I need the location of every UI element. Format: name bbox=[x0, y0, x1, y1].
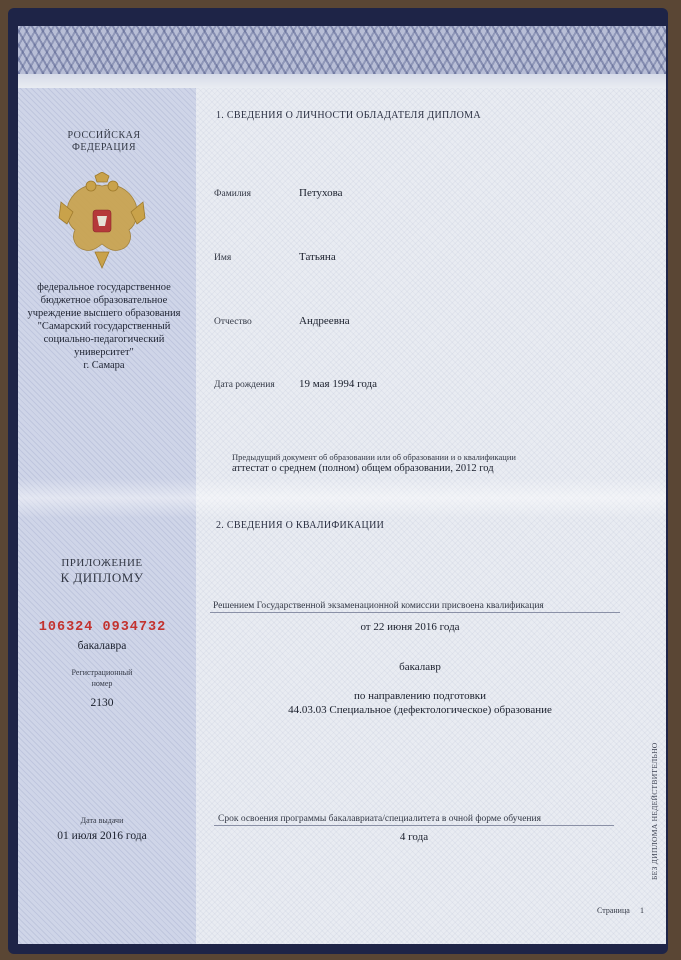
coat-of-arms-emblem-icon bbox=[57, 172, 147, 272]
diploma-serial-number: 106324 0934732 bbox=[38, 620, 167, 635]
commission-decision-label: Решением Государственной экзаменационной комиссии присвоена квалификация bbox=[213, 601, 544, 611]
issue-date-value: 01 июля 2016 года bbox=[57, 830, 147, 842]
reg-number-label-line-2: номер bbox=[91, 679, 113, 688]
institution-line-2: бюджетное образовательное bbox=[40, 295, 168, 306]
surname-value: Петухова bbox=[299, 187, 343, 199]
study-term-label: Срок освоения программы бакалавриата/специалитета в очной форме обучения bbox=[218, 814, 541, 824]
diploma-sheet bbox=[18, 26, 666, 944]
section-1-title: 1. СВЕДЕНИЯ О ЛИЧНОСТИ ОБЛАДАТЕЛЯ ДИПЛОМА bbox=[216, 110, 481, 121]
issue-date-label: Дата выдачи bbox=[80, 816, 124, 825]
name-value: Татьяна bbox=[299, 251, 336, 263]
surname-label: Фамилия bbox=[214, 189, 252, 199]
name-label: Имя bbox=[214, 253, 232, 263]
decision-date: от 22 июня 2016 года bbox=[360, 621, 460, 633]
institution-city: г. Самара bbox=[83, 360, 125, 371]
institution-line-6: университет" bbox=[74, 347, 134, 358]
qualification-value: бакалавр bbox=[399, 661, 441, 673]
birth-date-label: Дата рождения bbox=[214, 380, 275, 390]
validity-vertical-note: БЕЗ ДИПЛОМА НЕДЕЙСТВИТЕЛЬНО bbox=[650, 742, 659, 880]
reg-number-value: 2130 bbox=[90, 697, 114, 709]
section-2-title: 2. СВЕДЕНИЯ О КВАЛИФИКАЦИИ bbox=[216, 520, 385, 531]
study-term-value: 4 года bbox=[399, 831, 429, 843]
institution-line-5: социально-педагогический bbox=[43, 334, 165, 345]
page-fold bbox=[18, 478, 666, 518]
page-label: Страница bbox=[597, 906, 630, 915]
country-line-1: РОССИЙСКАЯ bbox=[67, 130, 141, 141]
direction-value: 44.03.03 Специальное (дефектологическое) образование bbox=[288, 704, 552, 716]
reg-number-label-line-1: Регистрационный bbox=[71, 668, 133, 677]
institution-line-1: федеральное государственное bbox=[37, 282, 171, 293]
patronymic-label: Отчество bbox=[214, 317, 252, 327]
birth-date-value: 19 мая 1994 года bbox=[299, 378, 377, 390]
country-line-2: ФЕДЕРАЦИЯ bbox=[71, 142, 137, 153]
previous-document-label: Предыдущий документ об образовании или об образовании и о квалификации bbox=[232, 452, 516, 462]
page-number: 1 bbox=[640, 906, 644, 915]
previous-document-value: аттестат о среднем (полном) общем образовании, 2012 год bbox=[232, 463, 494, 474]
direction-label: по направлению подготовки bbox=[353, 690, 487, 702]
patronymic-value: Андреевна bbox=[299, 315, 350, 327]
security-pattern-band bbox=[18, 26, 666, 88]
term-underline bbox=[214, 825, 614, 826]
appendix-title-line-2: К ДИПЛОМУ bbox=[60, 570, 144, 585]
appendix-title-line-1: ПРИЛОЖЕНИЕ bbox=[61, 557, 143, 569]
institution-line-3: учреждение высшего образования bbox=[27, 308, 181, 319]
decision-underline bbox=[210, 612, 620, 613]
institution-line-4: "Самарский государственный bbox=[37, 321, 171, 332]
degree-short: бакалавра bbox=[77, 640, 127, 652]
